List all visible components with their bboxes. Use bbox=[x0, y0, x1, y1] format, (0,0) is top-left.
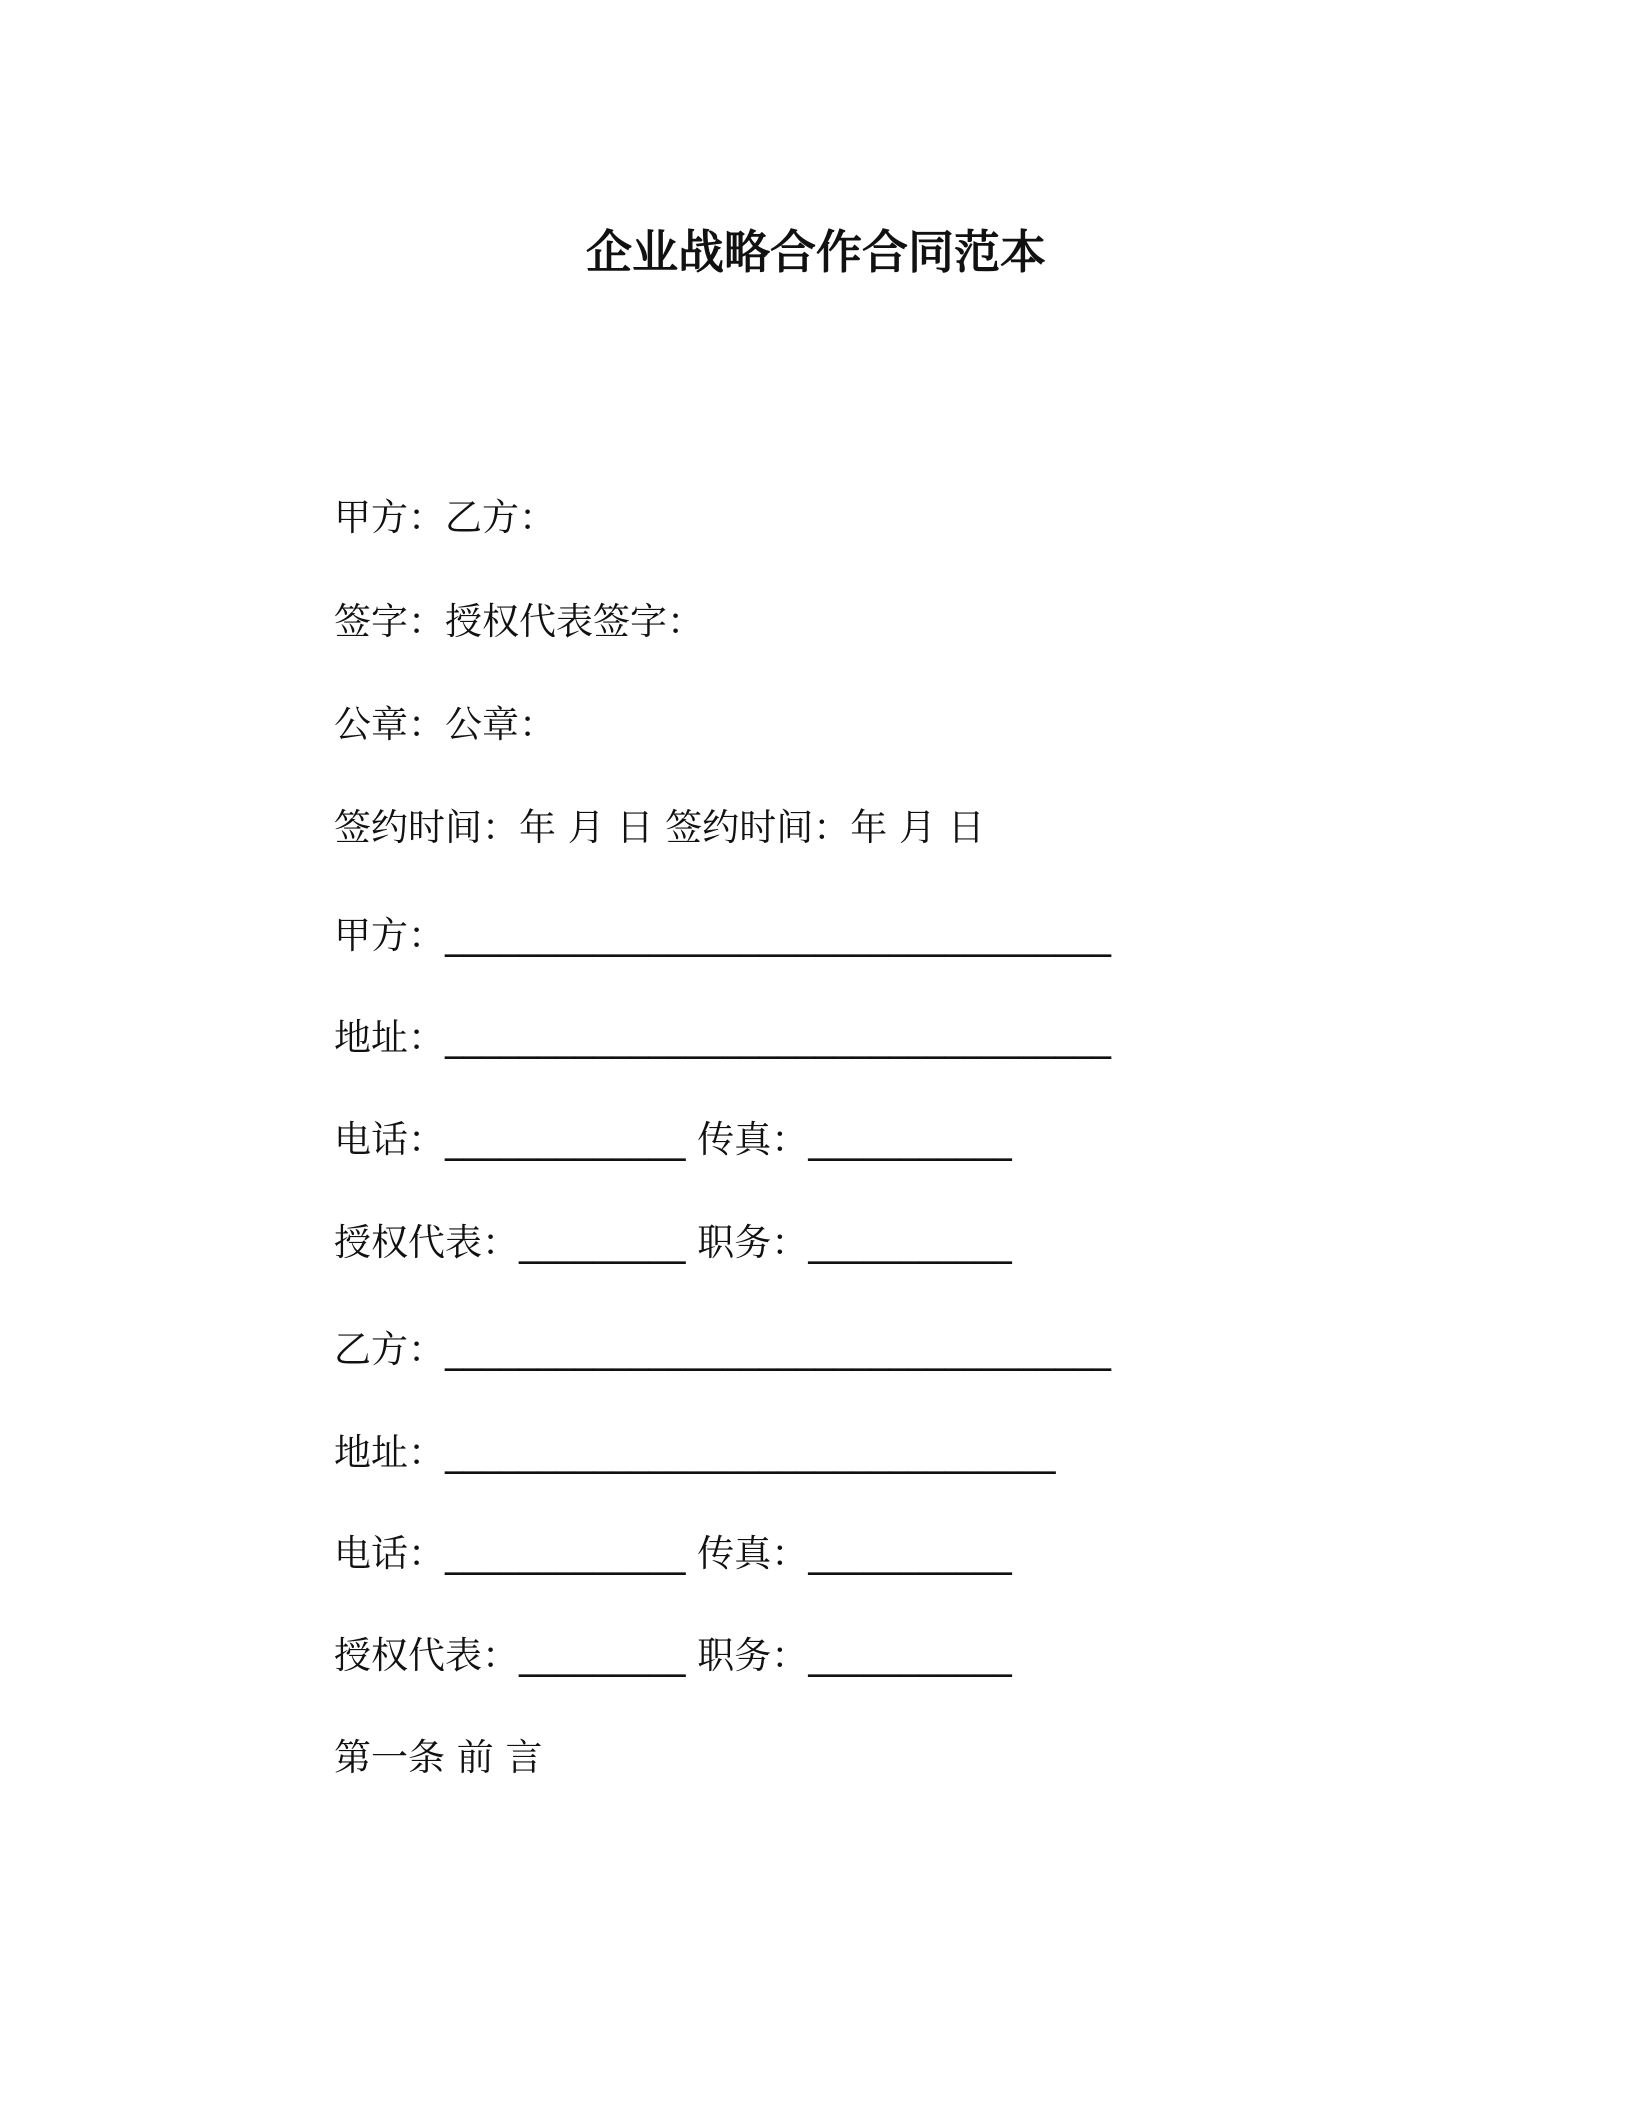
party-a-name-line: 甲方：____________________________________ bbox=[334, 914, 1111, 957]
party-a-representative-line: 授权代表：_________ 职务：___________ bbox=[334, 1221, 1012, 1264]
section-heading: 第一条 前 言 bbox=[334, 1736, 543, 1779]
signing-date-line: 签约时间：年 月 日 签约时间：年 月 日 bbox=[334, 806, 985, 849]
seal-line: 公章：公章： bbox=[334, 703, 556, 746]
signature-line: 签字：授权代表签字： bbox=[334, 600, 704, 643]
party-b-address-line: 地址：_________________________________ bbox=[334, 1431, 1056, 1474]
party-b-phone-fax-line: 电话：_____________ 传真：___________ bbox=[334, 1532, 1012, 1575]
document-title: 企业战略合作合同范本 bbox=[586, 225, 1046, 279]
party-b-representative-line: 授权代表：_________ 职务：___________ bbox=[334, 1634, 1012, 1677]
party-a-phone-fax-line: 电话：_____________ 传真：___________ bbox=[334, 1118, 1012, 1161]
party-a-address-line: 地址：____________________________________ bbox=[334, 1016, 1111, 1059]
party-b-name-line: 乙方：____________________________________ bbox=[334, 1328, 1111, 1371]
party-names-line: 甲方：乙方： bbox=[334, 496, 556, 539]
